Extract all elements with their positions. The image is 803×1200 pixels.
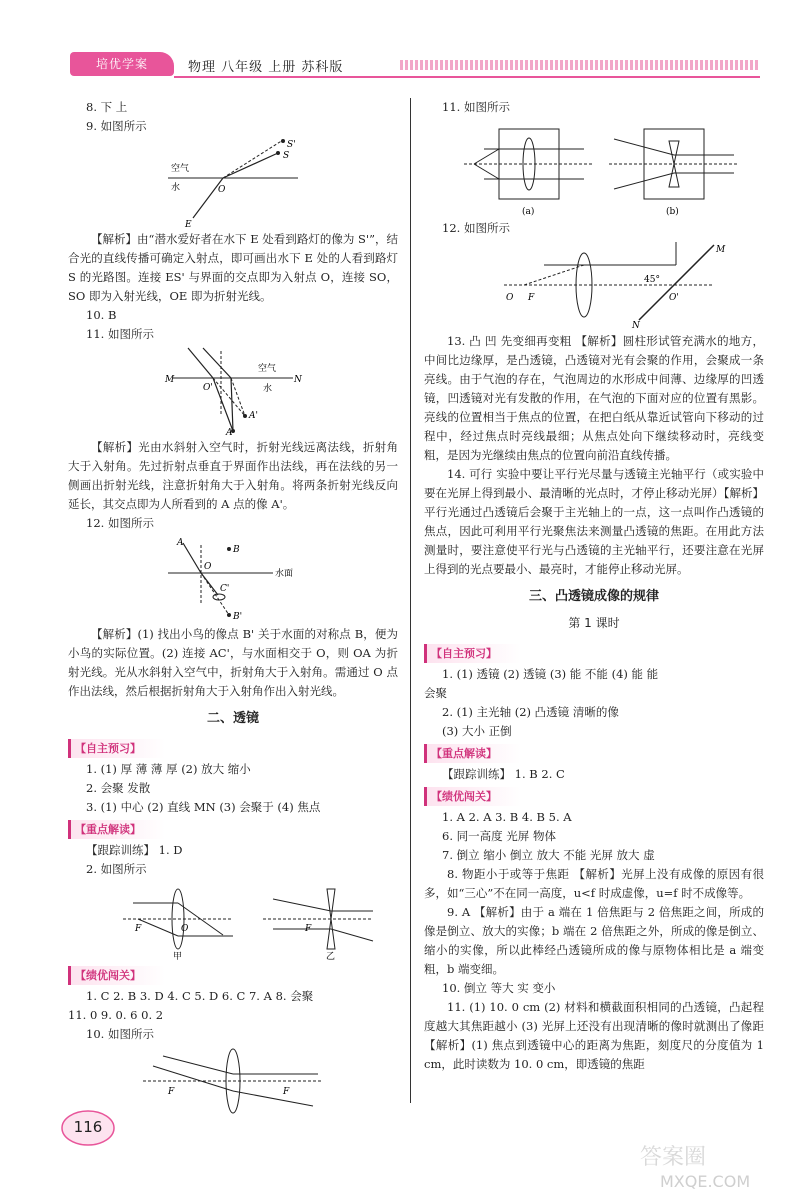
answer-10: 10. B	[86, 308, 117, 322]
header-stripe	[400, 60, 760, 70]
tracking-answers: 【跟踪训练】 1. B 2. C	[442, 767, 565, 781]
label-O-prime: O'	[203, 383, 213, 393]
figure-lens-rays	[83, 881, 383, 961]
label-B: B	[233, 545, 240, 555]
label-O: O	[204, 562, 212, 572]
preview-3: 3. (1) 中心 (2) 直线 MN (3) 会聚于 (4) 焦点	[86, 800, 321, 814]
label-yi: 乙	[326, 952, 336, 961]
answer-13: 13. 凸 凹 先变细再变粗 【解析】圆柱形试管充满水的地方，中间比边缘厚，是凸透镜，凸透镜对光有会聚的作用，会聚成一条亮线。由于气泡的存在，气泡周边的水形成中间薄、边缘厚的凹透镜，凹透镜对光有发散的作用，在气泡的下面对应的位置有黑影。亮线的位置相当于焦点的位置，在把白纸从靠近试管向下移动的过程中，经过焦点时亮线最细；从焦点处向下继续移动时，亮线变粗，是因为光继续由焦点的位置向前沿直线传播。	[424, 334, 764, 462]
tracking-1: 【跟踪训练】 1. D	[86, 843, 183, 857]
label-water-surface: 水面	[275, 569, 294, 579]
tag-excellent-pass: 【绩优闯关】	[424, 787, 521, 806]
label-b: (b)	[666, 207, 679, 217]
subject-title: 物理 八年级 上册 苏科版	[188, 60, 344, 75]
pass-7: 7. 倒立 缩小 倒立 放大 不能 光屏 放大 虚	[442, 848, 655, 862]
tag-key-points: 【重点解读】	[68, 820, 165, 839]
label-water: 水	[171, 183, 181, 193]
label-O-prime: O'	[669, 293, 679, 303]
tag-key-points: 【重点解读】	[424, 744, 521, 763]
figure-refraction-9	[163, 138, 303, 228]
label-M: M	[165, 375, 175, 385]
page-number-badge	[60, 1108, 116, 1148]
answer-12: 12. 如图所示	[86, 516, 154, 530]
pass-8: 8. 物距小于或等于焦距 【解析】光屏上没有成像的原因有很多，如“三心”不在同一高度，u<f 时成虚像，u=f 时不成像等。	[424, 867, 764, 900]
label-water: 水	[263, 384, 273, 394]
label-F: F	[135, 924, 142, 934]
figure-refraction-11	[163, 346, 303, 436]
label-S-prime: S'	[287, 140, 296, 150]
preview-1: 1. (1) 透镜 (2) 透镜 (3) 能 不能 (4) 能 能	[442, 667, 659, 681]
figure-mirror-12	[444, 240, 744, 330]
page-number: 116	[73, 1118, 103, 1136]
label-A: A	[226, 428, 233, 436]
pass-1: 1. A 2. A 3. B 4. B 5. A	[442, 810, 572, 824]
preview-1: 1. (1) 厚 薄 薄 厚 (2) 放大 缩小	[86, 762, 251, 776]
tag-self-preview: 【自主预习】	[424, 644, 521, 663]
label-A-prime: A'	[249, 411, 258, 421]
label-M: M	[716, 245, 726, 255]
right-column	[424, 98, 764, 1074]
pass-6: 6. 同一高度 光屏 物体	[442, 829, 556, 843]
explanation-12: 【解析】(1) 找出小鸟的像点 B' 关于水面的对称点 B，便为小鸟的实际位置。(2) 连接 AC'，与水面相交于 O，则 OA 为折射光线。光从水斜射入空气中，折射角大于入射角。需通过 O 点作出法线，然后根据折射角大于入射角作出入射光线。	[68, 627, 398, 698]
section-heading-lens: 二、透镜	[206, 711, 259, 726]
label-air: 空气	[258, 364, 277, 374]
label-O: O	[218, 185, 226, 195]
label-a: (a)	[522, 207, 535, 217]
pass-10: 10. 倒立 等大 实 变小	[442, 981, 556, 995]
label-S: S	[283, 151, 290, 161]
explanation-11: 【解析】光由水斜射入空气时，折射光线远离法线，折射角大于入射角。先过折射点垂直于界面作出法线，再在法线的另一侧画出折射光线，注意折射角大于入射角。将两条折射光线反向延长，其交点即为人所看到的 A 点的像 A'。	[68, 440, 398, 511]
watermark-url: MXQE.COM	[660, 1172, 751, 1191]
pass-2: 11. 0 9. 0. 6 0. 2	[68, 1008, 164, 1022]
explanation-9: 【解析】由“潜水爱好者在水下 E 处看到路灯的像为 S'”，结合光的直线传播可确定入射点，即可画出水下 E 处的人看到路灯 S 的光路图。连接 ES' 与界面的交点即为入射点 O，连接 SO，SO 即为入射光线，OE 即为折射光线。	[68, 232, 398, 303]
label-A: A	[177, 538, 184, 548]
lesson-heading: 第 1 课时	[568, 616, 620, 630]
label-N: N	[632, 321, 640, 330]
label-F: F	[283, 1087, 290, 1097]
answer-11-right: 11. 如图所示	[442, 100, 510, 114]
label-jia: 甲	[173, 952, 183, 961]
watermark-logo: 答案圈	[640, 1145, 707, 1170]
preview-1-cont: 会聚	[424, 686, 447, 700]
tracking-2: 2. 如图所示	[86, 862, 147, 876]
label-N: N	[294, 375, 302, 385]
label-F: F	[305, 924, 312, 934]
label-F: F	[168, 1087, 175, 1097]
answer-14: 14. 可行 实验中要让平行光尽量与透镜主光轴平行（或实验中要在光屏上得到最小、最清晰的光点时，才停止移动光屏）【解析】平行光通过凸透镜后会聚于主光轴上的一点，这一点叫作凸透镜的焦点，因此可利用平行光聚焦法来测量凸透镜的焦距。在用此方法测量时，要注意使平行光与凸透镜的主光轴平行，还要注意在光屏上得到的光点要最小、最亮时，才能停止移动光屏。	[424, 467, 764, 576]
label-O: O	[181, 924, 189, 934]
figure-lens-boxes-11	[444, 119, 744, 217]
column-divider	[410, 98, 411, 1103]
section-heading-imaging: 三、凸透镜成像的规律	[528, 589, 659, 604]
answer-9: 9. 如图所示	[86, 119, 147, 133]
label-B-prime: B'	[233, 612, 243, 622]
pass-10: 10. 如图所示	[86, 1027, 154, 1041]
pass-9: 9. A 【解析】由于 a 端在 1 倍焦距与 2 倍焦距之间，所成的像是倒立、放大的实像；b 端在 2 倍焦距之外，所成的像是倒立、缩小的实像，所以此棒经凸透镜所成的像与原物体相比是 a 端变粗，b 端变细。	[424, 905, 764, 976]
answer-12-right: 12. 如图所示	[442, 221, 510, 235]
answer-8: 8. 下 上	[86, 100, 128, 114]
pass-1: 1. C 2. B 3. D 4. C 5. D 6. C 7. A 8. 会聚	[86, 989, 314, 1003]
figure-lens-10	[133, 1046, 333, 1118]
pass-11: 11. (1) 10. 0 cm (2) 材料和横截面积相同的凸透镜，凸起程度越大其焦距越小 (3) 光屏上还没有出现清晰的像时就测出了像距 【解析】(1) 焦点到透镜中心的距离为焦距，刻度尺的分度值为 1 cm，此时读数为 10. 0 cm，即透镜的焦距	[424, 1000, 764, 1071]
page-header	[70, 52, 760, 78]
left-column	[68, 98, 398, 1120]
label-E: E	[185, 220, 192, 228]
preview-2: 2. 会聚 发散	[86, 781, 151, 795]
label-air: 空气	[171, 164, 190, 174]
label-O: O	[506, 293, 514, 303]
preview-2-cont: (3) 大小 正倒	[442, 724, 512, 738]
figure-bird-fish-12	[163, 535, 303, 623]
series-badge: 培优学案	[70, 52, 174, 76]
tag-self-preview: 【自主预习】	[68, 739, 165, 758]
label-45-degree: 45°	[644, 275, 660, 285]
preview-2: 2. (1) 主光轴 (2) 凸透镜 清晰的像	[442, 705, 619, 719]
header-rule	[174, 76, 760, 78]
tag-excellent-pass: 【绩优闯关】	[68, 966, 165, 985]
answer-11: 11. 如图所示	[86, 327, 154, 341]
label-F: F	[528, 293, 535, 303]
label-C-prime: C'	[220, 584, 230, 594]
